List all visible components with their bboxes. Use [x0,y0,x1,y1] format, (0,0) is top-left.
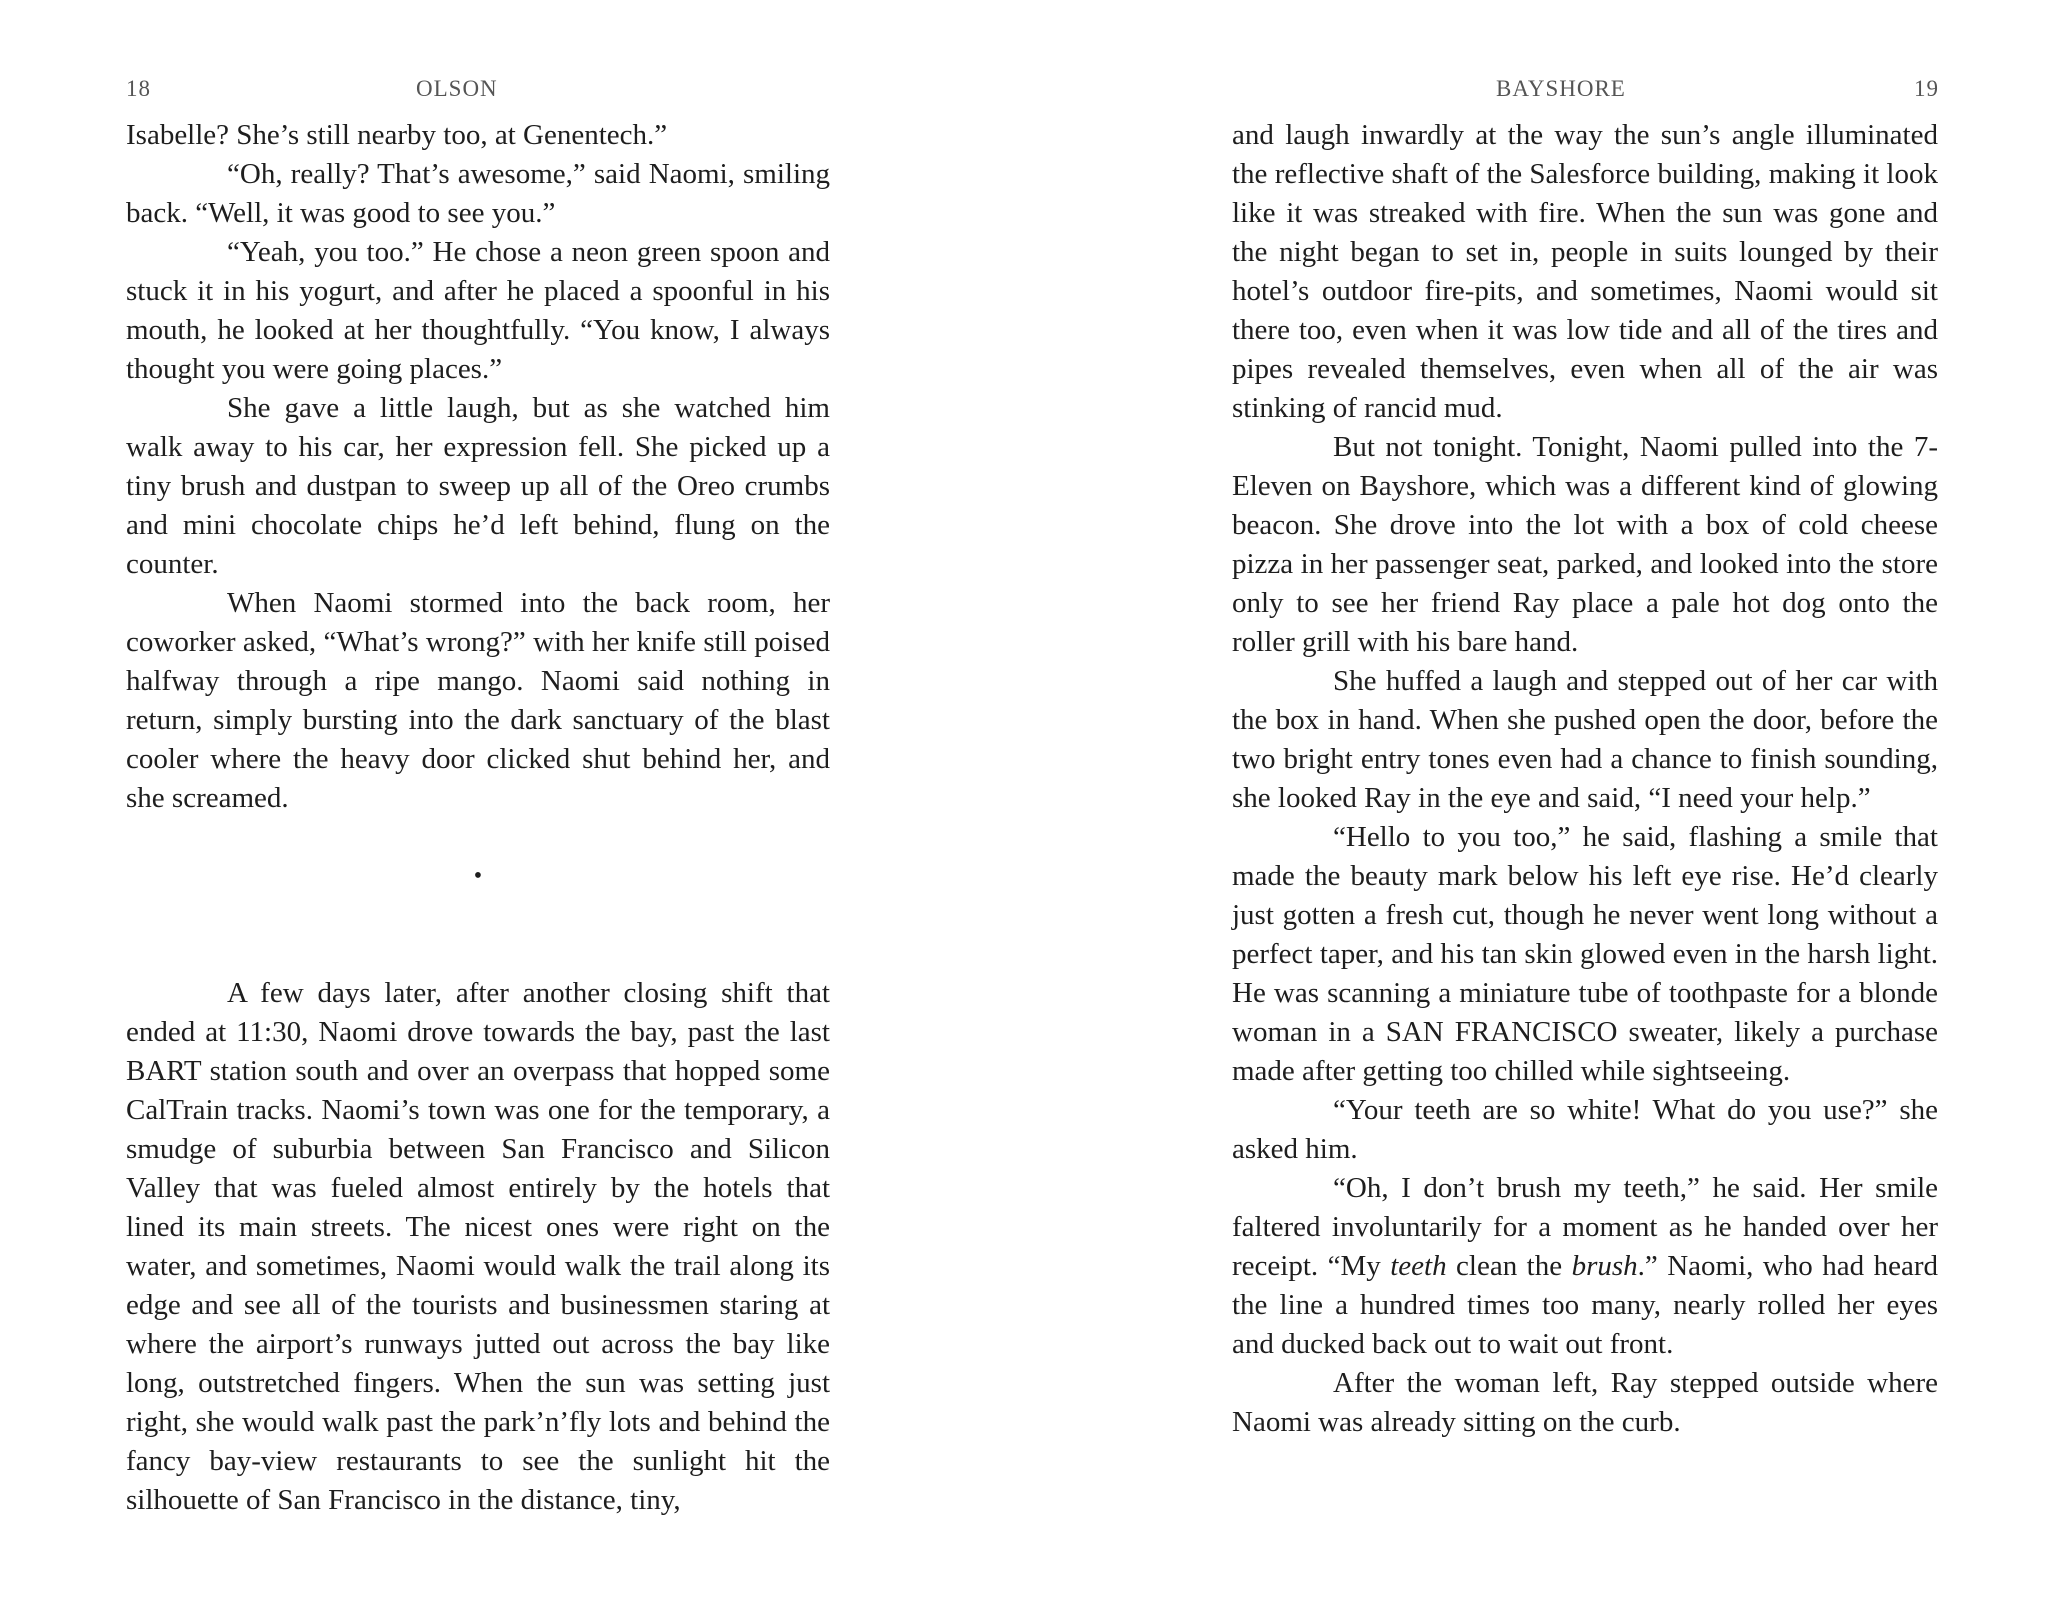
paragraph: “Your teeth are so white! What do you use?” she asked him. [1232,1094,1938,1165]
text-run: clean the [1446,1250,1572,1282]
italic-text: brush [1571,1250,1638,1282]
body-text [126,116,830,1520]
paragraph: “Oh, really? That’s awesome,” said Naomi, smiling back. “Well, it was good to see you.” [126,158,830,229]
paragraph: She huffed a laugh and stepped out of her car with the box in hand. When she pushed open the door, before the two bright entry tones even had a chance to finish sounding, she looked Ray in the eye and said, “I need your help.” [1232,665,1938,814]
text-run: “Oh, I don’t brush my teeth,” he said. Her smile faltered involuntarily for a moment as he handed over her receipt. “My [1232,1172,1938,1282]
page-number: 19 [1914,76,1939,101]
paragraph: A few days later, after another closing shift that ended at 11:30, Naomi drove towards the bay, past the last BART station south and over an overpass that hopped some CalTrain tracks. Naomi’s town was one for the temporary, a smudge of suburbia between San Francisco and Silicon Valley that was fueled almost entirely by the hotels that lined its main streets. The nicest ones were right on the water, and sometimes, Naomi would walk the trail along its edge and see all of the tourists and businessmen staring at where the airport’s runways jutted out across the bay like long, outstretched fingers. When the sun was setting just right, she would walk past the park’n’fly lots and behind the fancy bay-view restaurants to see the sunlight hit the silhouette of San Francisco in the distance, tiny, [126,977,830,1516]
paragraph: When Naomi stormed into the back room, her coworker asked, “What’s wrong?” with her knife still poised halfway through a ripe mango. Naomi said nothing in return, simply bursting into the dark sanctuary of the blast cooler where the heavy door clicked shut behind her, and she screamed. [126,587,830,814]
paragraph: After the woman left, Ray stepped outside where Naomi was already sitting on the curb. [1232,1367,1938,1438]
scene-break-bullet: • [473,863,483,889]
paragraph: Isabelle? She’s still nearby too, at Genentech.” [126,119,668,151]
scene-break [126,818,830,974]
text-run: .” Naomi, who had heard the line a hundred times too many, nearly rolled her eyes and ducked back out to wait out front. [1232,1250,1938,1360]
paragraph: and laugh inwardly at the way the sun’s angle illuminated the reflective shaft of the Salesforce building, making it look like it was streaked with fire. When the sun was gone and the night began to set in, people in suits lounged by their hotel’s outdoor fire-pits, and sometimes, Naomi would sit there too, even when it was low tide and all of the tires and pipes revealed themselves, even when all of the air was stinking of rancid mud. [1232,119,1938,424]
paragraph: “Hello to you too,” he said, flashing a smile that made the beauty mark below his left eye rise. He’d clearly just gotten a fresh cut, though he never went long without a perfect taper, and his tan skin glowed even in the harsh light. He was scanning a miniature tube of toothpaste for a blonde woman in a SAN FRANCISCO sweater, likely a purchase made after getting too chilled while sightseeing. [1232,821,1938,1087]
right-page [1024,0,2048,1598]
page-number: 18 [126,76,151,101]
paragraph: She gave a little laugh, but as she watched him walk away to his car, her expression fell. She picked up a tiny brush and dustpan to sweep up all of the Oreo crumbs and mini chocolate chips he’d left behind, flung on the counter. [126,392,830,580]
italic-text: teeth [1390,1250,1447,1282]
paragraph: “Yeah, you too.” He chose a neon green spoon and stuck it in his yogurt, and after he placed a spoonful in his mouth, he looked at her thoughtfully. “You know, I always thought you were going places.” [126,236,830,385]
body-text [1232,116,1938,1442]
paragraph [1232,1169,1938,1364]
paragraph: But not tonight. Tonight, Naomi pulled into the 7-Eleven on Bayshore, which was a different kind of glowing beacon. She drove into the lot with a box of cold cheese pizza in her passenger seat, parked, and looked into the store only to see her friend Ray place a pale hot dog onto the roller grill with his bare hand. [1232,431,1938,658]
running-head: OLSON [416,76,498,101]
running-head: BAYSHORE [1496,76,1626,101]
